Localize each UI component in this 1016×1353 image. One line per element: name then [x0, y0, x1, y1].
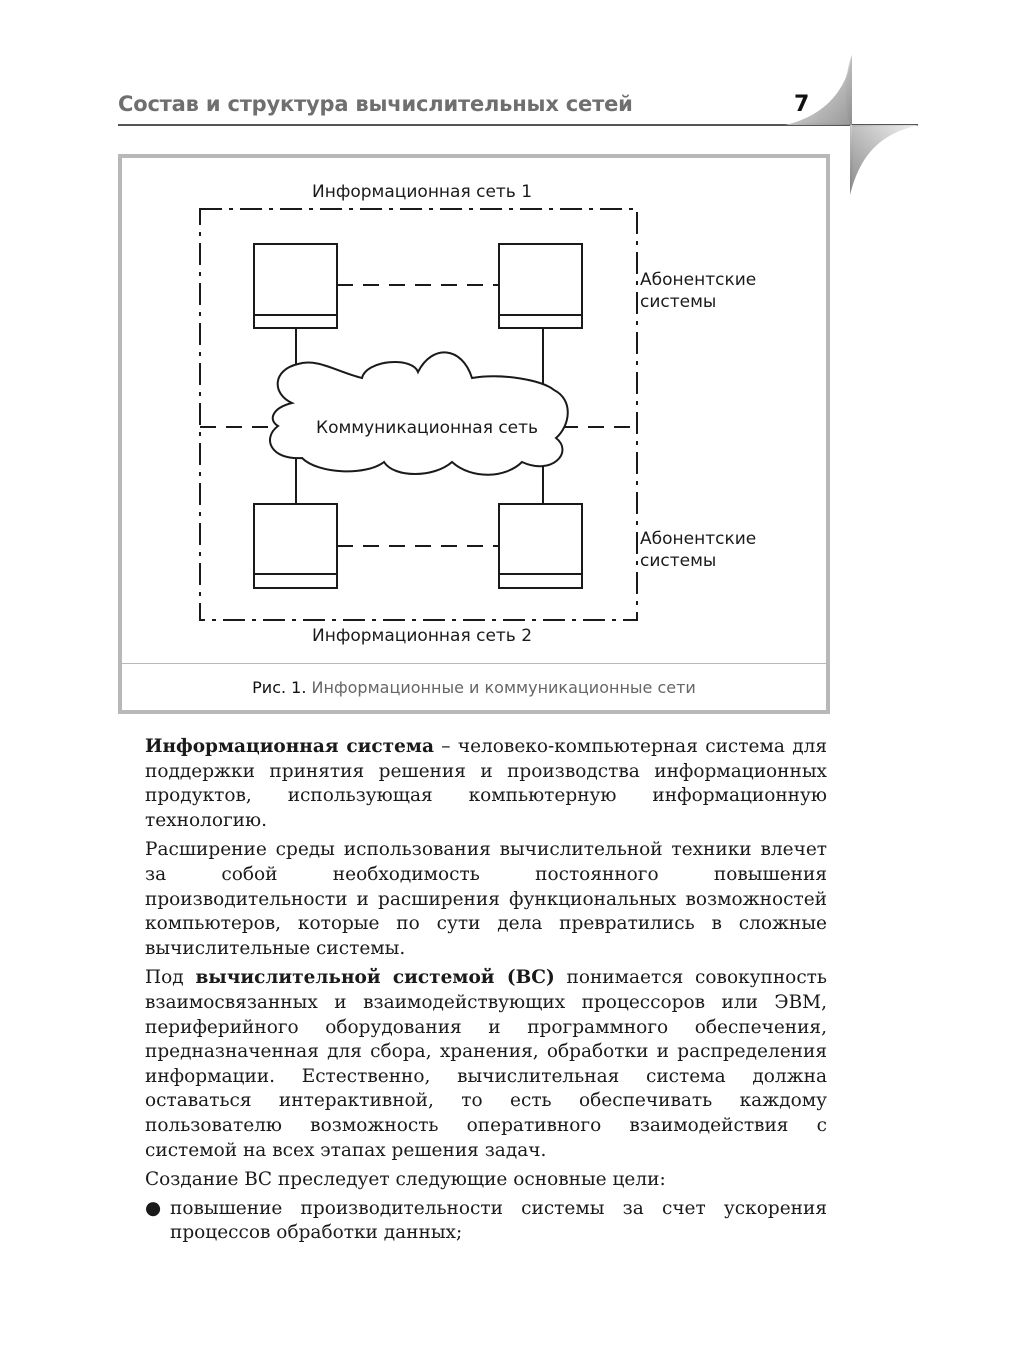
list-item	[0, 1197, 827, 1246]
caption-prefix: Рис. 1.	[252, 678, 307, 697]
abonent-system-bottom-left	[254, 504, 337, 588]
paragraph-3-text: понимается совокупность взаимосвязанных и взаимодействующих процессоров или ЭВМ, периферийного оборудования и программного обеспечения, предназначенная для сбора, хранения, обработки и распределения информации. Естественно, вычислительная система должна оставаться интерактивной, то есть обеспечивать каждому пользователю возможность оперативного взаимодействия с системой на всех этапах решения задач.	[145, 967, 827, 1161]
label-abonent-top-line1: Абонентские	[640, 270, 757, 290]
paragraph-computing-system	[145, 966, 827, 1163]
communication-network-cloud	[270, 352, 568, 474]
bullet-icon: ●	[145, 1197, 162, 1219]
term-information-system: Информационная система	[145, 736, 434, 757]
label-communication-network: Коммуникационная сеть	[316, 418, 539, 438]
body-text	[145, 735, 827, 1246]
term-computing-system: вычислительной системой (ВС)	[195, 967, 555, 989]
label-abonent-bottom-line2: системы	[640, 551, 717, 571]
abonent-system-top-left	[254, 244, 337, 328]
abonent-system-top-right	[499, 244, 582, 328]
paragraph-3-pre: Под	[145, 967, 196, 989]
label-abonent-bottom-line1: Абонентские	[640, 529, 757, 549]
label-abonent-top-line2: системы	[640, 292, 717, 312]
caption-rule	[122, 663, 826, 664]
list-item-text: повышение производительности системы за счет ускорения процессов обработки данных;	[170, 1197, 827, 1244]
caption-text: Информационные и коммуникационные сети	[311, 678, 696, 697]
label-network-1: Информационная сеть 1	[312, 182, 533, 202]
paragraph-1-text: – человеко-компьютерная система для поддержки принятия решения и производства информационных продуктов, использующая компьютерную информационную технологию.	[145, 736, 828, 831]
paragraph-2: Расширение среды использования вычислительной техники влечет за собой необходимость постоянного повышения производительности и расширения функциональных возможностей компьютеров, которые по сути дела превратились в сложные вычислительные системы.	[145, 839, 827, 959]
label-network-2: Информационная сеть 2	[312, 626, 533, 646]
page-number: 7	[794, 92, 810, 117]
figure-caption	[122, 678, 826, 697]
abonent-system-bottom-right	[499, 504, 582, 588]
figure-network-diagram	[118, 154, 830, 714]
paragraph-information-system	[145, 735, 827, 833]
paragraph-4: Создание ВС преследует следующие основные цели:	[145, 1169, 666, 1191]
running-header-title: Состав и структура вычислительных сетей	[118, 92, 633, 116]
network-diagram	[122, 158, 826, 663]
